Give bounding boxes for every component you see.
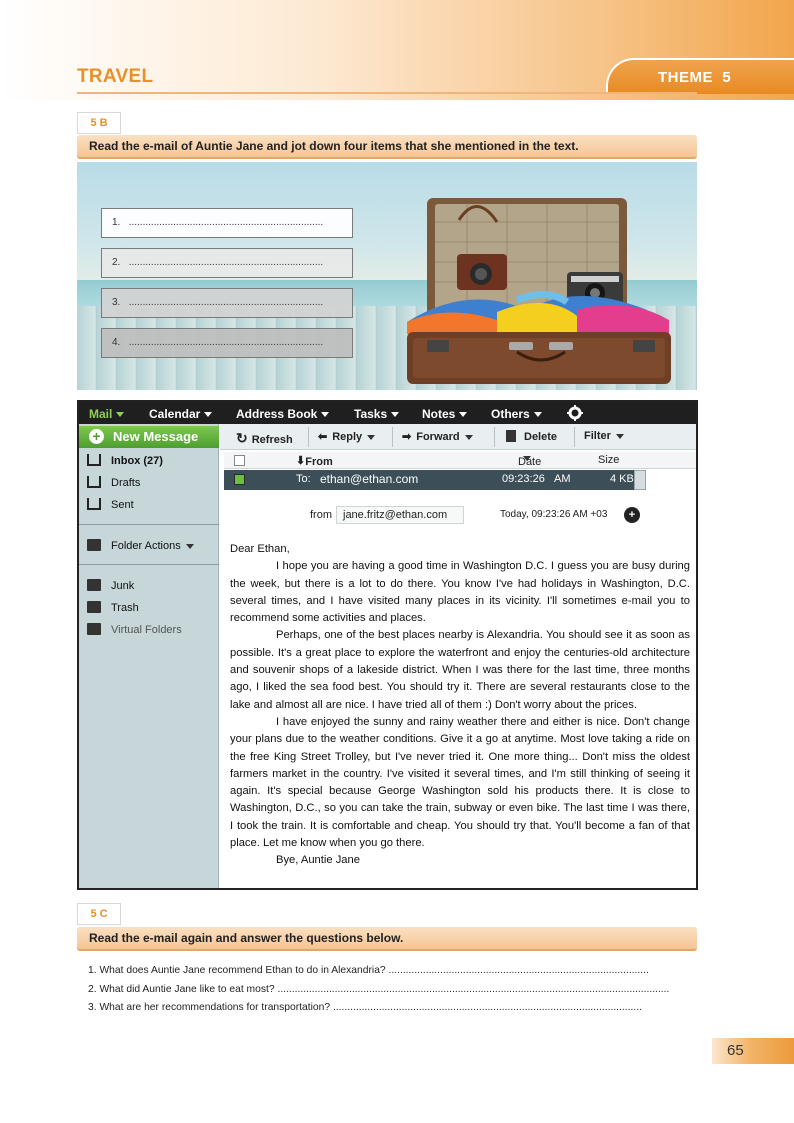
page-number: 65: [712, 1038, 794, 1064]
answer-blank-3[interactable]: 3. ......................................................................: [101, 288, 353, 318]
sidebar-item-virtual-folders[interactable]: Virtual Folders: [87, 623, 182, 636]
toolbar-separator: [308, 427, 309, 447]
folder-actions-menu[interactable]: Folder Actions: [87, 539, 194, 552]
sender-address: jane.fritz@ethan.com: [336, 506, 464, 524]
message-row[interactable]: [224, 470, 641, 490]
toolbar-separator: [494, 427, 495, 447]
mail-toolbar: [220, 424, 696, 450]
sidebar-item-junk[interactable]: Junk: [87, 579, 134, 592]
sent-icon: [87, 498, 101, 510]
message-list-header: ⬇ From Date Size: [224, 452, 696, 469]
sidebar-divider: [79, 564, 219, 565]
theme-label: THEME: [658, 69, 713, 86]
filter-button[interactable]: Filter: [584, 430, 624, 442]
sidebar-item-drafts[interactable]: Drafts: [87, 476, 140, 489]
nav-mail[interactable]: Mail: [89, 407, 124, 421]
chevron-down-icon: [616, 434, 624, 439]
message-ampm: AM: [554, 473, 571, 485]
chevron-down-icon: [391, 412, 399, 417]
sidebar-item-inbox[interactable]: Inbox (27): [87, 454, 163, 467]
chevron-down-icon: [321, 412, 329, 417]
section-tag-5b: 5 B: [77, 112, 121, 134]
instruction-5c: Read the e-mail again and answer the questions below.: [77, 927, 697, 951]
answer-blank-2[interactable]: 2. ......................................................................: [101, 248, 353, 278]
email-client: [77, 400, 698, 890]
reply-icon: ⬅: [318, 431, 328, 443]
sidebar-item-trash[interactable]: Trash: [87, 601, 139, 614]
nav-calendar[interactable]: Calendar: [149, 407, 212, 421]
question-1: 1. What does Auntie Jane recommend Ethan to do in Alexandria? ...........................................................................................: [88, 965, 649, 976]
new-message-button[interactable]: + New Message: [79, 426, 219, 448]
column-from[interactable]: ⬇ From: [296, 455, 333, 468]
folder-icon: [87, 539, 101, 551]
question-2: 2. What did Auntie Jane like to eat most? .........................................................................................................................................: [88, 983, 670, 995]
toolbar-separator: [574, 427, 575, 447]
from-label: from: [310, 509, 332, 521]
chevron-down-icon: [534, 412, 542, 417]
chevron-down-icon: [459, 412, 467, 417]
gear-icon[interactable]: [567, 405, 583, 421]
select-all-checkbox[interactable]: [234, 455, 245, 466]
checked-checkbox[interactable]: [234, 474, 245, 485]
instruction-5b: Read the e-mail of Auntie Jane and jot down four items that she mentioned in the text.: [77, 135, 697, 159]
chevron-down-icon: [204, 412, 212, 417]
paragraph-1: I hope you are having a good time in Washington D.C. I guess you are busy during the week, but there is a lot to do there. You know I've had holidays in Washington, D.C. several times, and I have visited many places in its vicinity. I'll sometimes e-mail you to recommend some activities and places.: [230, 560, 690, 625]
paragraph-3: I have enjoyed the sunny and rainy weather there and either is nice. Don't change your plans due to the weather conditions. Give it a go at anytime. Most love taking a ride on the free King Street Trolley, but I've never tried it. One more thing... Don't miss the oldest farmers market in the country. I've visited it several times, and I'm still thinking of seeing it again. It's special because George Washington sold his products there. It is close to Washington, D.C., so you can take the train, subway or even bike. The last time I was there, I took the train. It is comfortable and cheap. You should try that. You'll become a fan of that place. Let me know when you go there.: [230, 715, 690, 850]
message-size: 4 KB: [610, 473, 634, 485]
section-title: TRAVEL: [77, 66, 154, 87]
folder-icon: [87, 601, 101, 613]
reply-button[interactable]: ⬅ Reply: [318, 430, 375, 443]
sidebar-item-sent[interactable]: Sent: [87, 498, 134, 511]
question-list: [88, 962, 669, 1018]
header-divider: [77, 92, 697, 94]
forward-button[interactable]: ➡ Forward: [402, 430, 473, 443]
greeting: Dear Ethan,: [230, 543, 290, 555]
forward-icon: ➡: [402, 431, 412, 443]
refresh-icon: ↻: [236, 430, 248, 446]
list-scrollbar[interactable]: [634, 470, 646, 490]
chevron-down-icon: [465, 435, 473, 440]
recipient-address: ethan@ethan.com: [320, 472, 419, 486]
plus-icon: +: [89, 429, 104, 444]
refresh-button[interactable]: ↻ Refresh: [236, 430, 293, 446]
expand-icon[interactable]: +: [624, 507, 640, 523]
chevron-down-icon: [116, 412, 124, 417]
paragraph-2: Perhaps, one of the best places nearby is Alexandria. You should see it as soon as possible. It's a great place to explore the waterfront and enjoy the centuries-old architecture and souvenir shops of a lakeside district. When I was there for the last time, three months ago, I liked the sea food best. You should try it. There are several restaurants close to the lake and almost all are nice. I have tried all of them :) Don't worry about the prices.: [230, 629, 690, 711]
chevron-down-icon: [367, 435, 375, 440]
trash-icon: [506, 430, 516, 442]
signoff: Bye, Auntie Jane: [276, 854, 360, 867]
suitcase-image: [407, 192, 677, 388]
theme-tab: [606, 58, 794, 94]
nav-notes[interactable]: Notes: [422, 407, 467, 421]
nav-address-book[interactable]: Address Book: [236, 407, 329, 421]
theme-number: 5: [722, 69, 732, 86]
message-time: 09:23:26: [502, 473, 545, 485]
folder-add-icon: [87, 623, 101, 635]
delete-button[interactable]: Delete: [506, 430, 557, 443]
message-header: [224, 506, 696, 528]
question-3: 3. What are her recommendations for transportation? ............................................................................................................: [88, 1002, 642, 1013]
chevron-down-icon: [523, 456, 531, 461]
folder-icon: [87, 579, 101, 591]
column-size[interactable]: Size: [598, 454, 620, 466]
travel-illustration: [77, 162, 697, 390]
toolbar-separator: [392, 427, 393, 447]
chevron-down-icon: [186, 544, 194, 549]
section-tag-5c: 5 C: [77, 903, 121, 925]
answer-blank-4[interactable]: 4. ......................................................................: [101, 328, 353, 358]
inbox-icon: [87, 454, 101, 466]
sidebar-divider: [79, 524, 219, 525]
email-body: [230, 541, 690, 870]
received-time: Today, 09:23:26 AM +03: [500, 509, 608, 520]
top-navigation: [79, 402, 696, 424]
to-label: To:: [296, 473, 311, 485]
nav-tasks[interactable]: Tasks: [354, 407, 399, 421]
nav-others[interactable]: Others: [491, 407, 542, 421]
answer-blank-1[interactable]: 1. ......................................................................: [101, 208, 353, 238]
folder-sidebar: [79, 424, 219, 890]
drafts-icon: [87, 476, 101, 488]
